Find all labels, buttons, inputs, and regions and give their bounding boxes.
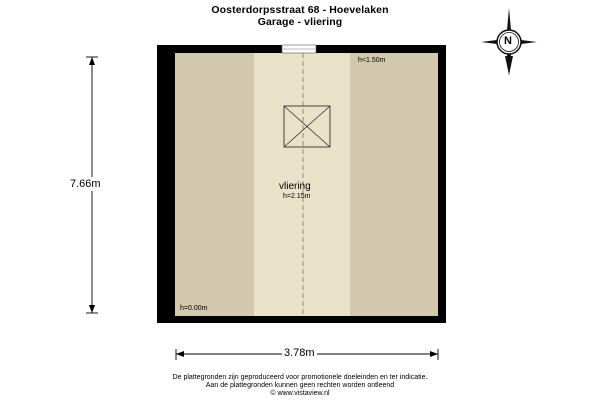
compass-letter: N	[504, 35, 512, 47]
height-arrow-bottom	[89, 305, 95, 313]
low-height-bottom-label: h=0.00m	[180, 305, 208, 312]
room-name: vliering	[279, 181, 311, 192]
low-zone-left	[175, 53, 254, 316]
address-title: Oosterdorpsstraat 68 - Hoevelaken	[211, 4, 389, 16]
low-zone-right	[350, 53, 438, 316]
footer-line-1: De plattegronden zijn geproduceerd voor promotionele doeleinden en ter indicatie.	[172, 374, 428, 381]
room-height: h=2.15m	[283, 193, 311, 200]
footer-line-3: © www.vistaview.nl	[270, 390, 330, 397]
height-dimension-label: 7.66m	[70, 178, 101, 190]
width-arrow-right	[430, 351, 438, 357]
width-arrow-left	[176, 351, 184, 357]
footer-line-2: Aan de plattegronden kunnen geen rechten worden ontleend	[205, 382, 395, 389]
floor-title: Garage - vliering	[257, 16, 343, 28]
width-dimension-label: 3.78m	[284, 347, 315, 359]
height-arrow-top	[89, 57, 95, 65]
low-height-top-label: h<1.50m	[358, 57, 386, 64]
